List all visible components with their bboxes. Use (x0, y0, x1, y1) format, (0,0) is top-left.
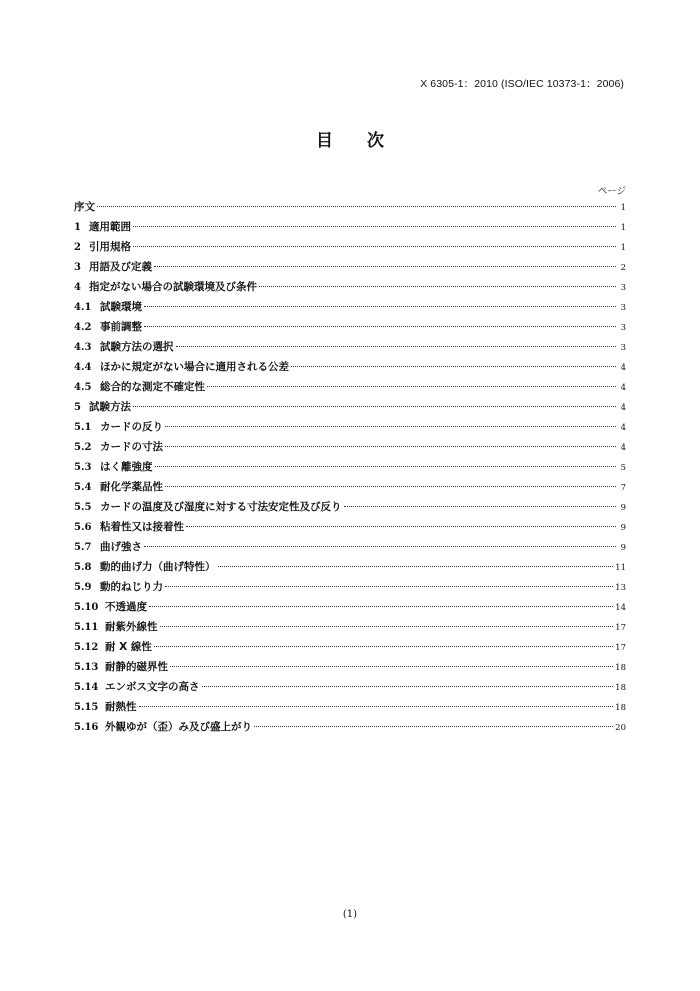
toc-entry-page: 13 (615, 583, 626, 593)
toc-entry-title: 動的曲げ力（曲げ特性） (100, 561, 216, 573)
toc-entry[interactable] (74, 577, 626, 597)
toc-entry-title: 外観ゆが（歪）み及び盛上がり (105, 721, 252, 733)
toc-entry[interactable] (74, 597, 626, 617)
toc-entry-number: 2 (74, 242, 81, 253)
toc-entry-title: ほかに規定がない場合に適用される公差 (100, 361, 289, 373)
dot-leader (144, 305, 616, 307)
toc-entry[interactable] (74, 677, 626, 697)
dot-leader (165, 425, 616, 427)
toc-entry[interactable] (74, 457, 626, 477)
toc-entry-number: 5.16 (74, 722, 99, 733)
dot-leader (170, 665, 613, 667)
toc-entry-page: 1 (620, 243, 626, 253)
toc-entry[interactable] (74, 557, 626, 577)
toc-entry-number: 5.14 (74, 682, 99, 693)
dot-leader (97, 205, 616, 207)
toc-entry-page: 18 (615, 683, 626, 693)
toc-entry[interactable] (74, 257, 626, 277)
toc-entry-number: 4.3 (74, 342, 92, 353)
toc-entry-page: 3 (620, 323, 626, 333)
toc-entry[interactable] (74, 357, 626, 377)
toc-entry[interactable] (74, 397, 626, 417)
toc-entry-title: 耐化学薬品性 (100, 481, 163, 493)
toc-entry-number: 5.3 (74, 462, 92, 473)
toc-entry-title: 適用範囲 (89, 221, 131, 233)
toc-entry-number: 4.1 (74, 302, 92, 313)
toc-entry[interactable] (74, 317, 626, 337)
dot-leader (133, 245, 616, 247)
toc-entry-page: 5 (620, 463, 626, 473)
dot-leader (144, 545, 616, 547)
toc-entry-title: 粘着性又は接着性 (100, 521, 184, 533)
dot-leader (207, 385, 616, 387)
toc-entry-page: 1 (620, 223, 626, 233)
toc-entry-number: 5.9 (74, 582, 92, 593)
toc-entry[interactable] (74, 617, 626, 637)
dot-leader (154, 645, 613, 647)
toc-entry[interactable] (74, 517, 626, 537)
toc-entry-page: 20 (615, 723, 626, 733)
toc-entry-number: 5.1 (74, 422, 92, 433)
toc-entry-number: 5.2 (74, 442, 92, 453)
toc-entry-page: 14 (615, 603, 626, 613)
toc-entry-number: 5.15 (74, 702, 99, 713)
dot-leader (218, 565, 614, 567)
toc-entry-page: 17 (615, 623, 626, 633)
dot-leader (186, 525, 616, 527)
toc-entry[interactable] (74, 657, 626, 677)
toc-entry-page: 3 (620, 343, 626, 353)
toc-entry-title: 引用規格 (89, 241, 131, 253)
toc-entry-number: 5.12 (74, 642, 99, 653)
dot-leader (202, 685, 614, 687)
toc-entry-title: カードの反り (100, 421, 163, 433)
toc-entry-title: エンボス文字の高さ (105, 681, 200, 693)
dot-leader (165, 585, 613, 587)
toc-entry-number: 5.5 (74, 502, 92, 513)
dot-leader (139, 705, 614, 707)
toc-entry-number: 1 (74, 222, 81, 233)
toc-entry-title: 試験環境 (100, 301, 142, 313)
toc-entry-page: 1 (620, 203, 626, 213)
dot-leader (176, 345, 617, 347)
toc-entry-page: 7 (620, 483, 626, 493)
dot-leader (165, 445, 616, 447)
toc-entry-title: 事前調整 (100, 321, 142, 333)
toc-entry-number: 4.4 (74, 362, 92, 373)
toc-entry-title: カードの寸法 (100, 441, 163, 453)
toc-entry-page: 18 (615, 703, 626, 713)
toc-entry-number: 5.13 (74, 662, 99, 673)
toc-entry-title: 耐静的磁界性 (105, 661, 168, 673)
toc-entry-number: 5.4 (74, 482, 92, 493)
toc-entry-title: 耐熱性 (105, 701, 137, 713)
toc-entry-title: 用語及び定義 (89, 261, 152, 273)
toc-entry-title: 不透過度 (105, 601, 147, 613)
toc-entry-number: 4 (74, 282, 81, 293)
toc-entry-number: 4.2 (74, 322, 92, 333)
dot-leader (154, 265, 616, 267)
toc-entry-title: 試験方法 (89, 401, 131, 413)
toc-entry-number: 5 (74, 402, 81, 413)
toc-entry-title: 総合的な測定不確定性 (100, 381, 205, 393)
toc-entry-page: 3 (620, 283, 626, 293)
dot-leader (133, 405, 616, 407)
dot-leader (144, 325, 616, 327)
toc-entry[interactable] (74, 337, 626, 357)
toc-entry[interactable] (74, 537, 626, 557)
toc-entry-page: 9 (620, 523, 626, 533)
page-folio: (1) (342, 909, 358, 920)
toc-entry-number: 5.11 (74, 622, 99, 633)
toc-entry[interactable] (74, 497, 626, 517)
toc-entry[interactable] (74, 717, 626, 737)
toc-entry-page: 3 (620, 303, 626, 313)
toc-entry[interactable] (74, 217, 626, 237)
toc-entry-page: 17 (615, 643, 626, 653)
toc-entry-title: 指定がない場合の試験環境及び条件 (89, 281, 257, 293)
toc-entry[interactable] (74, 237, 626, 257)
toc-entry-number: 4.5 (74, 382, 92, 393)
toc-entry[interactable] (74, 377, 626, 397)
toc-entry-number: 5.8 (74, 562, 92, 573)
toc-entry[interactable] (74, 297, 626, 317)
toc-entry-page: 4 (620, 403, 626, 413)
toc-entry[interactable] (74, 197, 626, 217)
toc-entry-number: 5.7 (74, 542, 92, 553)
dot-leader (160, 625, 614, 627)
toc-entry[interactable] (74, 277, 626, 297)
toc-entry[interactable] (74, 477, 626, 497)
toc-entry[interactable] (74, 637, 626, 657)
dot-leader (155, 465, 617, 467)
toc-entry-title: 耐 X 線性 (105, 641, 152, 653)
page-column-label: ページ (597, 186, 626, 197)
dot-leader (133, 225, 616, 227)
toc-entry-page: 11 (615, 563, 626, 573)
toc-entry-number: 3 (74, 262, 81, 273)
toc-entry-number: 5.6 (74, 522, 92, 533)
dot-leader (254, 725, 613, 727)
dot-leader (259, 285, 616, 287)
toc-entry-title: 耐紫外線性 (105, 621, 158, 633)
toc-entry-page: 18 (615, 663, 626, 673)
toc-entry-title: 動的ねじり力 (100, 581, 163, 593)
toc-entry-page: 9 (620, 543, 626, 553)
toc-entry-title: はく離強度 (100, 461, 153, 473)
standard-number: X 6305-1：2010 (ISO/IEC 10373-1：2006) (420, 78, 624, 90)
toc-entry-page: 4 (620, 443, 626, 453)
toc-entry-page: 4 (620, 423, 626, 433)
toc-entry-title: カードの温度及び湿度に対する寸法安定性及び反り (100, 501, 342, 513)
toc-entry-title: 曲げ強さ (100, 541, 142, 553)
toc-entry-title: 序文 (74, 201, 95, 213)
dot-leader (149, 605, 613, 607)
toc-entry-page: 4 (620, 383, 626, 393)
toc-entry-number: 5.10 (74, 602, 99, 613)
toc-entry[interactable] (74, 417, 626, 437)
toc-entry-title: 試験方法の選択 (100, 341, 174, 353)
toc-entry[interactable] (74, 697, 626, 717)
toc-entry[interactable] (74, 437, 626, 457)
toc-entry-page: 2 (620, 263, 626, 273)
dot-leader (291, 365, 616, 367)
dot-leader (344, 505, 617, 507)
toc-entry-page: 9 (620, 503, 626, 513)
toc-entry-page: 4 (620, 363, 626, 373)
dot-leader (165, 485, 616, 487)
toc-title: 目 次 (316, 131, 398, 151)
toc-list (74, 197, 626, 737)
